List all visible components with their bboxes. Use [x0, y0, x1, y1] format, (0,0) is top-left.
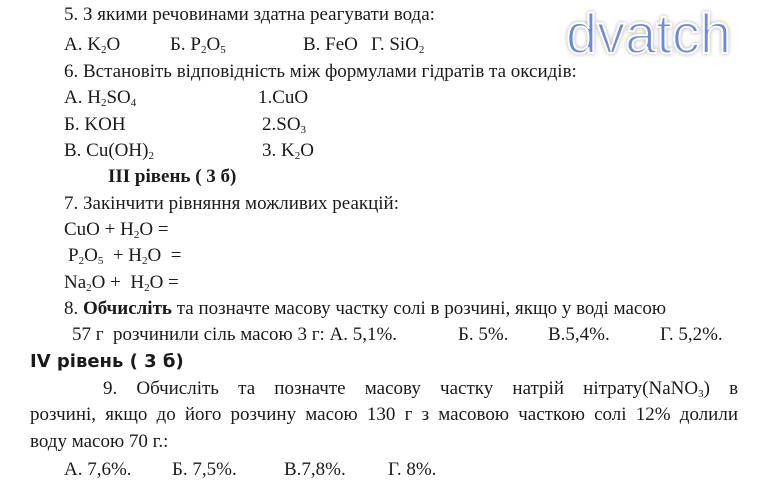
q5-question: 5. З якими речовинами здатна реагувати вода: — [64, 4, 435, 25]
q9-option-c: В.7,8%. — [284, 459, 346, 480]
q8-option-d: Г. 5,2%. — [660, 324, 723, 345]
q6-row1-left: А. $H_2SO_4$ — [64, 87, 137, 109]
q9-text-line-3: воду масою 70 г.: — [30, 431, 169, 452]
q5-option-b: Б. $P_2O_5$ — [170, 34, 226, 56]
q8-text-line-1: 8. Обчисліть та позначте масову частку солі в розчині, якщо у воді масою — [64, 298, 667, 319]
q9-text-line-1: 9. Обчисліть та позначте масову частку натрій нітрату(NaNO$_3$) в — [103, 378, 739, 400]
q7-equation-1: CuO + $H_2O$ = — [64, 219, 169, 241]
q7-equation-2: $P_2O_5 + H_2O$ = — [68, 245, 182, 267]
q9-option-b: Б. 7,5%. — [172, 459, 237, 480]
q5-option-d: Г. SiO$_2$ — [371, 34, 425, 56]
q8-option-c: В.5,4%. — [548, 324, 610, 345]
q6-row3-left: В. $Cu(OH)_2$ — [64, 140, 154, 162]
q6-row2-right: $2.SO_3$ — [262, 114, 307, 136]
q9-option-a: А. 7,6%. — [64, 459, 132, 480]
q8-text-line-2: 57 г розчинили сіль масою 3 г: А. 5,1%. — [72, 324, 398, 345]
q7-equation-3: $Na_2O + H_2O$ = — [64, 272, 179, 294]
q9-option-d: Г. 8%. — [388, 459, 437, 480]
q7-question: 7. Закінчити рівняння можливих реакцій: — [64, 193, 399, 214]
level-3-heading: III рівень ( 3 б) — [108, 166, 237, 187]
q8-option-b: Б. 5%. — [458, 324, 509, 345]
q6-question: 6. Встановіть відповідність між формулами гідратів та оксидів: — [64, 61, 577, 82]
q5-option-c: В. FeO — [303, 34, 358, 55]
q6-row1-right: 1.CuO — [258, 87, 309, 108]
q6-row2-left: Б. KOH — [64, 114, 126, 135]
q6-row3-right: 3. $K_2O$ — [262, 140, 314, 162]
level-4-heading: IV рівень ( 3 б) — [30, 351, 184, 372]
watermark: dvatch — [566, 2, 731, 65]
q5-option-a: А. $K_2O$ — [64, 34, 121, 56]
q9-text-line-2: розчині, якщо до його розчину масою 130 г з масовою часткою солі 12% долили — [30, 404, 738, 425]
